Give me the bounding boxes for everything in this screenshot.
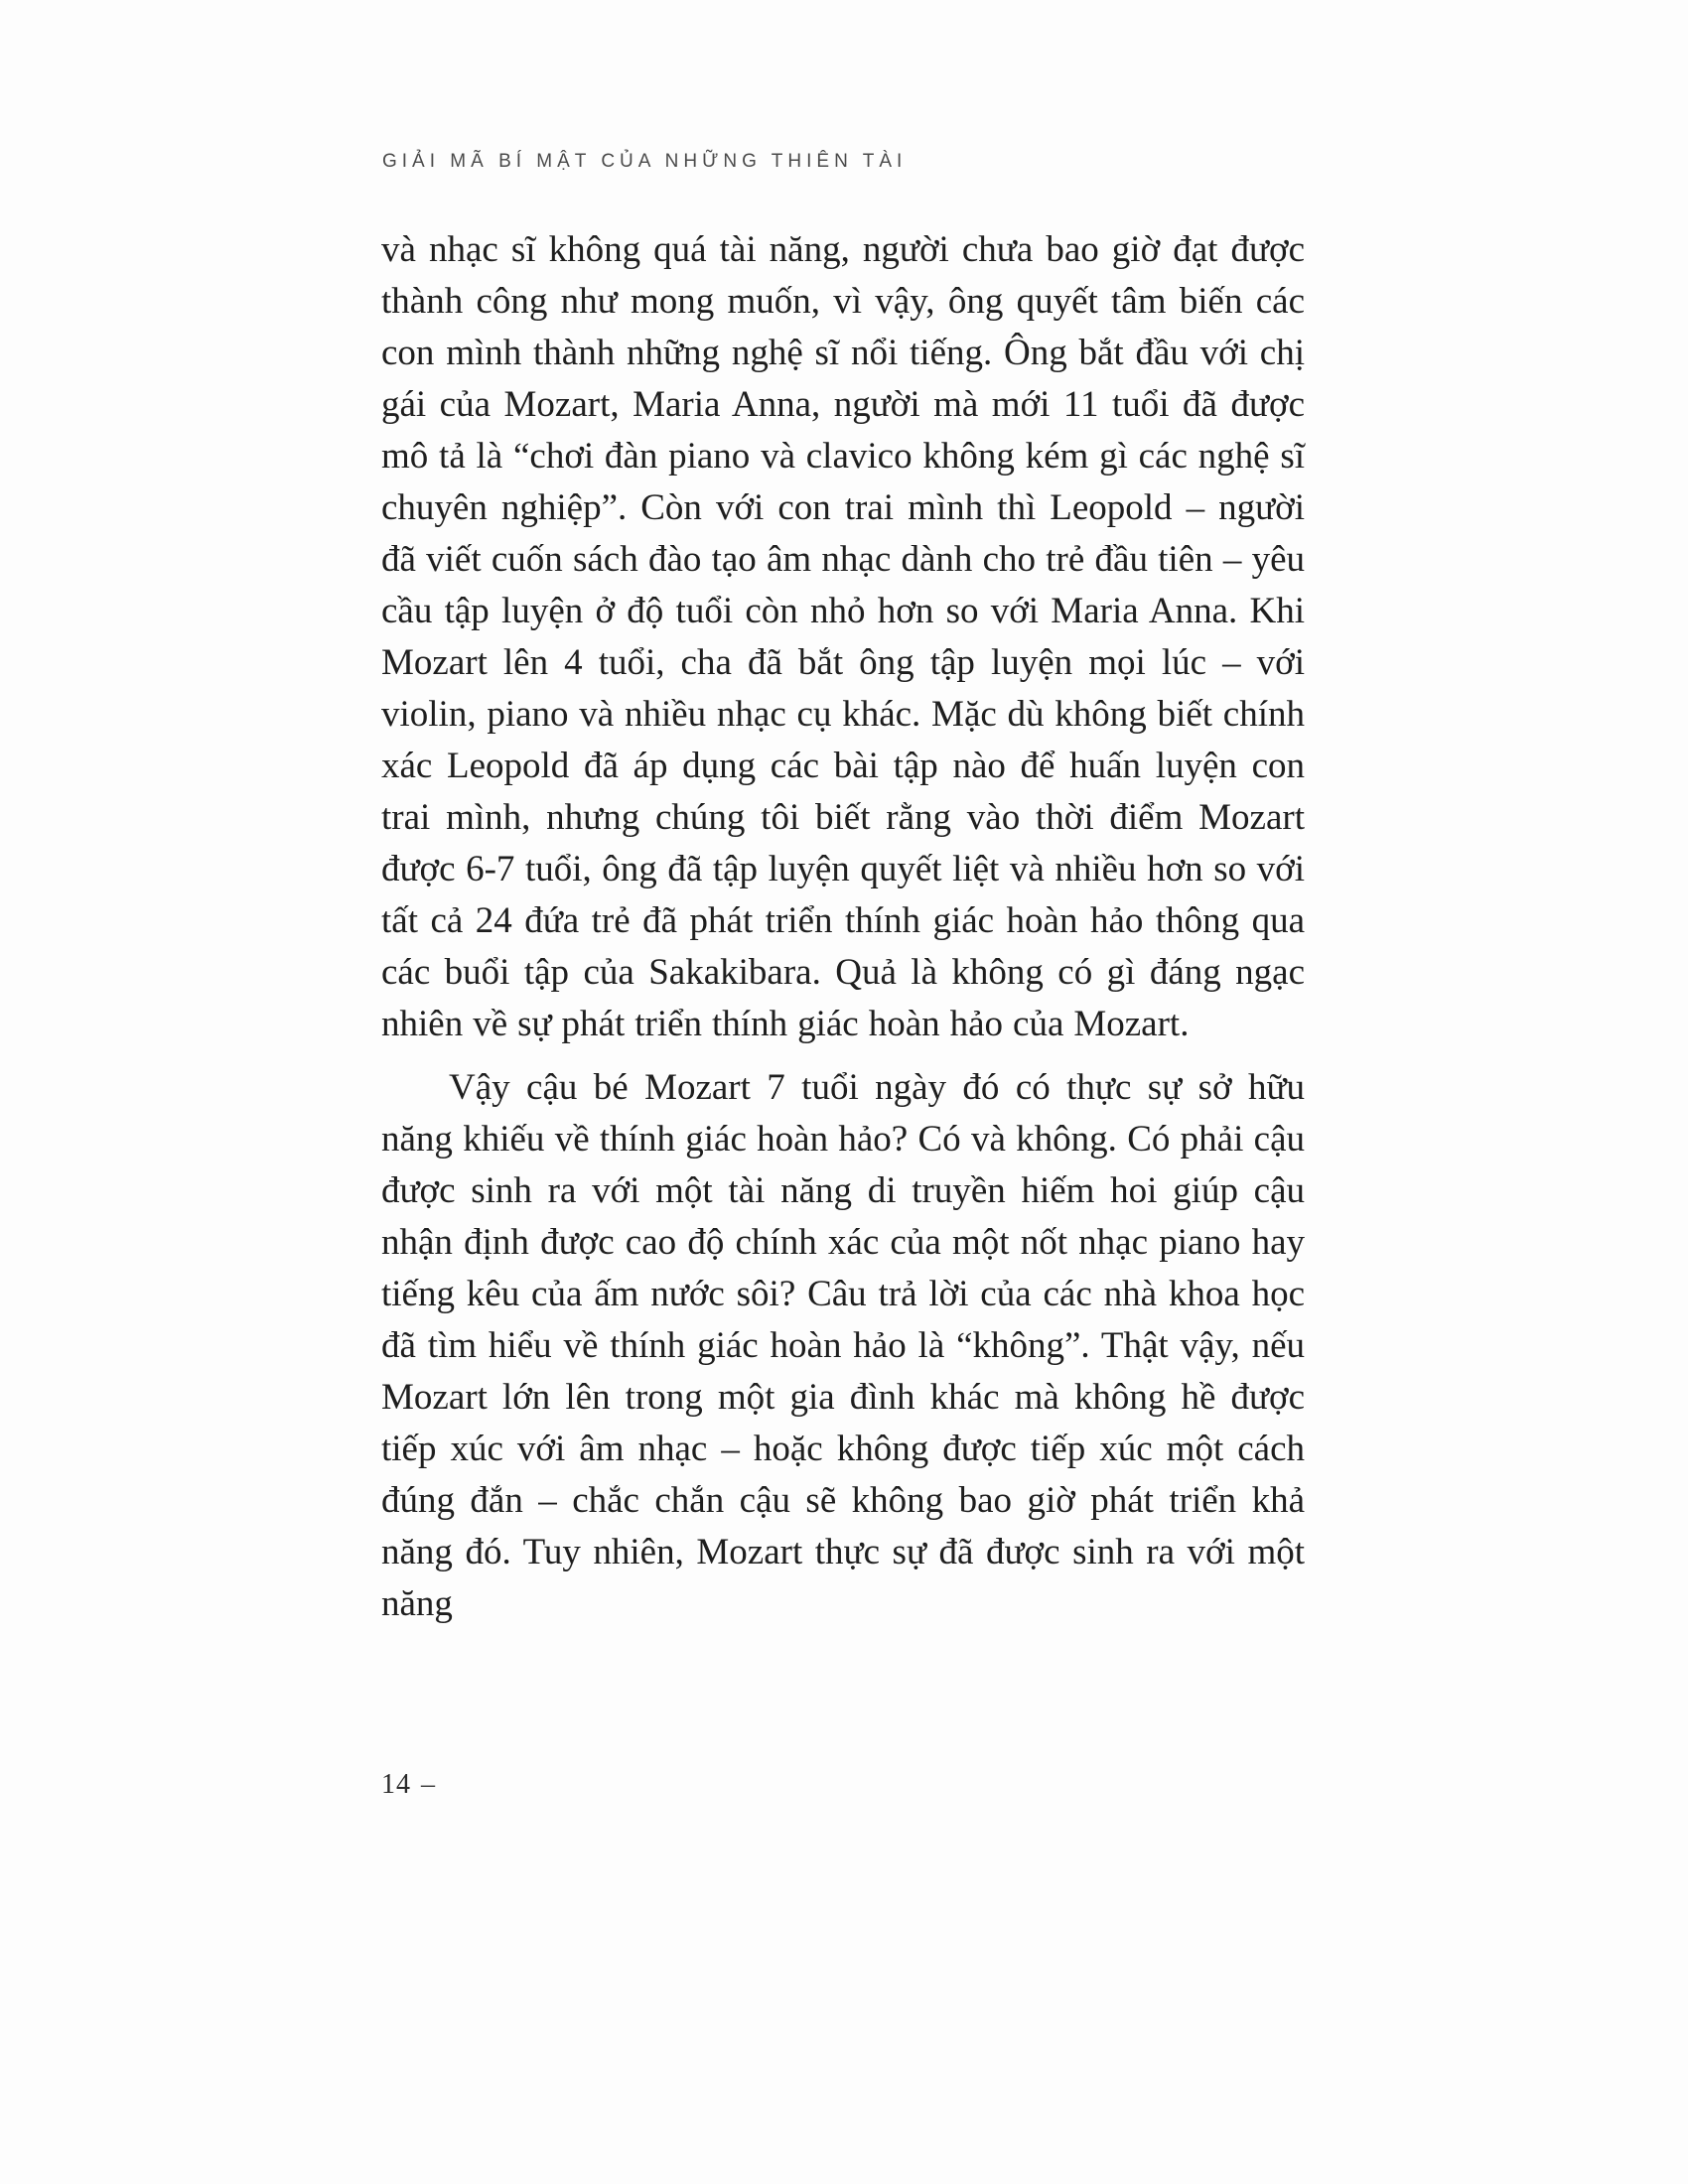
page-footer xyxy=(381,1769,436,1801)
paragraph-2: Vậy cậu bé Mozart 7 tuổi ngày đó có thực sự sở hữu năng khiếu về thính giác hoàn hảo? Có và không. Có phải cậu được sinh ra với một tài năng di truyền hiếm hoi giúp cậu nhận định được cao độ chính xác của một nốt nhạc piano hay tiếng kêu của ấm nước sôi? Câu trả lời của các nhà khoa học đã tìm hiểu về thính giác hoàn hảo là “không”. Thật vậy, nếu Mozart lớn lên trong một gia đình khác mà không hề được tiếp xúc với âm nhạc – hoặc không được tiếp xúc một cách đúng đắn – chắc chắn cậu sẽ không bao giờ phát triển khả năng đó. Tuy nhiên, Mozart thực sự đã được sinh ra với một năng xyxy=(381,1067,1305,1624)
running-header: GIẢI MÃ BÍ MẬT CỦA NHỮNG THIÊN TÀI xyxy=(382,151,908,172)
paragraph-1: và nhạc sĩ không quá tài năng, người chưa bao giờ đạt được thành công như mong muốn, vì vậy, ông quyết tâm biến các con mình thành những nghệ sĩ nổi tiếng. Ông bắt đầu với chị gái của Mozart, Maria Anna, người mà mới 11 tuổi đã được mô tả là “chơi đàn piano và clavico không kém gì các nghệ sĩ chuyên nghiệp”. Còn với con trai mình thì Leopold – người đã viết cuốn sách đào tạo âm nhạc dành cho trẻ đầu tiên – yêu cầu tập luyện ở độ tuổi còn nhỏ hơn so với Maria Anna. Khi Mozart lên 4 tuổi, cha đã bắt ông tập luyện mọi lúc – với violin, piano và nhiều nhạc cụ khác. Mặc dù không biết chính xác Leopold đã áp dụng các bài tập nào để huấn luyện con trai mình, nhưng chúng tôi biết rằng vào thời điểm Mozart được 6-7 tuổi, ông đã tập luyện quyết liệt và nhiều hơn so với tất cả 24 đứa trẻ đã phát triển thính giác hoàn hảo thông qua các buổi tập của Sakakibara. Quả là không có gì đáng ngạc nhiên về sự phát triển thính giác hoàn hảo của Mozart. xyxy=(381,229,1305,1044)
footer-dash: – xyxy=(421,1769,436,1800)
page-number: 14 xyxy=(381,1769,411,1800)
body-text xyxy=(381,224,1305,1630)
